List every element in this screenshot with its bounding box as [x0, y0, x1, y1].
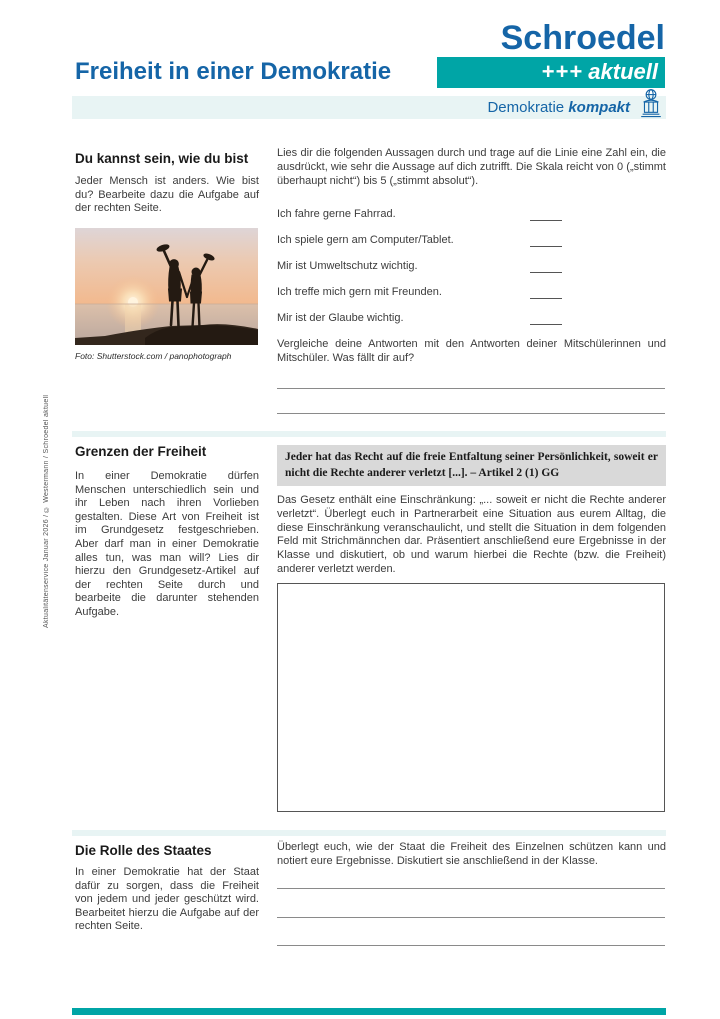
- brand-banner: [437, 57, 665, 88]
- statement-text: Ich fahre gerne Fahrrad.: [277, 208, 396, 220]
- statement-text: Mir ist der Glaube wichtig.: [277, 312, 404, 324]
- statement-row: [277, 233, 666, 250]
- statement-row: [277, 311, 666, 328]
- writing-line[interactable]: [277, 388, 665, 389]
- task-intro-identity: Lies dir die folgenden Aussagen durch und trage auf die Linie eine Zahl ein, die ausdrückt, wie sehr die Aussage auf dich zutrifft. Die Skala reicht von 0 („stimmt überhaupt nicht“) bis 5 („stimmt absolut“).: [277, 147, 666, 187]
- section-heading-limits: Grenzen der Freiheit: [75, 444, 207, 459]
- statement-text: Ich treffe mich gern mit Freunden.: [277, 286, 442, 298]
- section-body-identity: Jeder Mensch ist anders. Wie bist du? Bearbeite dazu die Aufgabe auf der rechten Seite.: [75, 175, 259, 215]
- drawing-box[interactable]: [277, 583, 665, 812]
- statement-row: [277, 259, 666, 276]
- statement-text: Ich spiele gern am Computer/Tablet.: [277, 234, 454, 246]
- statement-row: [277, 285, 666, 302]
- footer-accent-bar: [72, 1008, 666, 1015]
- writing-line[interactable]: [277, 917, 665, 918]
- section-body-state: In einer Demokratie hat der Staat dafür zu sorgen, dass die Freiheit von jedem und jeder geschützt wird. Bearbeitet hierzu die Aufgabe auf der rechten Seite.: [75, 866, 259, 933]
- answer-blank[interactable]: [530, 246, 562, 247]
- answer-blank[interactable]: [530, 298, 562, 299]
- temple-globe-icon: [637, 88, 665, 123]
- task-state: Überlegt euch, wie der Staat die Freiheit des Einzelnen schützen kann und notiert eure Ergebnisse. Diskutiert sie anschließend in der Klasse.: [277, 841, 666, 867]
- series-label: [487, 96, 630, 119]
- edition-credit-vertical: Aktualitätenservice Januar 2026 / © Westermann / Schroedel aktuell: [43, 394, 50, 628]
- statement-text: Mir ist Umweltschutz wichtig.: [277, 260, 418, 272]
- answer-blank[interactable]: [530, 324, 562, 325]
- writing-line[interactable]: [277, 945, 665, 946]
- publisher-brand: Schroedel: [500, 19, 665, 57]
- section-heading-state: Die Rolle des Staates: [75, 843, 212, 858]
- gg-quote-box: Jeder hat das Recht auf die freie Entfaltung seiner Persönlichkeit, soweit er nicht die Rechte anderer verletzt [...]. – Artikel 2 (1) GG: [277, 445, 666, 486]
- series-band: [72, 96, 666, 119]
- page-title: Freiheit in einer Demokratie: [75, 58, 392, 85]
- section-heading-identity: Du kannst sein, wie du bist: [75, 151, 249, 166]
- series-name-suffix: kompakt: [568, 99, 630, 116]
- statement-row: [277, 207, 666, 224]
- sunset-photo: [75, 228, 258, 345]
- banner-word: aktuell: [588, 59, 658, 84]
- section-body-limits: In einer Demokratie dürfen Menschen unterschiedlich sein und ihr Leben nach ihren Vorlieben gestalten. Diese Art von Freiheit ist im Grundgesetz festgeschrieben. Aber darf man in einer Demokratie alles tun, was man will? Lies dir hierzu den Grundgesetz-Artikel auf der rechten Seite durch und bearbeite die darunter stehenden Aufgabe.: [75, 470, 259, 618]
- banner-plus-signs: +++: [541, 59, 584, 84]
- series-name: Demokratie: [487, 99, 565, 116]
- answer-blank[interactable]: [530, 220, 562, 221]
- section-divider: [72, 431, 666, 437]
- task-limits: Das Gesetz enthält eine Einschränkung: „... soweit er nicht die Rechte anderer verletzt“. Überlegt euch in Partnerarbeit eine Situation aus eurem Alltag, die diese Einschränkung veranschaulicht, und stellt die Situation in dem folgenden Feld mit Strichmännchen dar. Präsentiert anschließend eure Ergebnisse in der Klasse und diskutiert, ob und warum hierbei die Rechte (bzw. die Freiheit) anderer verletzt werden.: [277, 494, 666, 575]
- compare-task-text: Vergleiche deine Antworten mit den Antworten deiner Mitschülerinnen und Mitschüler. Was fällt dir auf?: [277, 338, 666, 364]
- answer-blank[interactable]: [530, 272, 562, 273]
- photo-credit: Foto: Shutterstock.com / panophotograph: [75, 351, 232, 361]
- writing-line[interactable]: [277, 888, 665, 889]
- writing-line[interactable]: [277, 413, 665, 414]
- section-divider: [72, 830, 666, 836]
